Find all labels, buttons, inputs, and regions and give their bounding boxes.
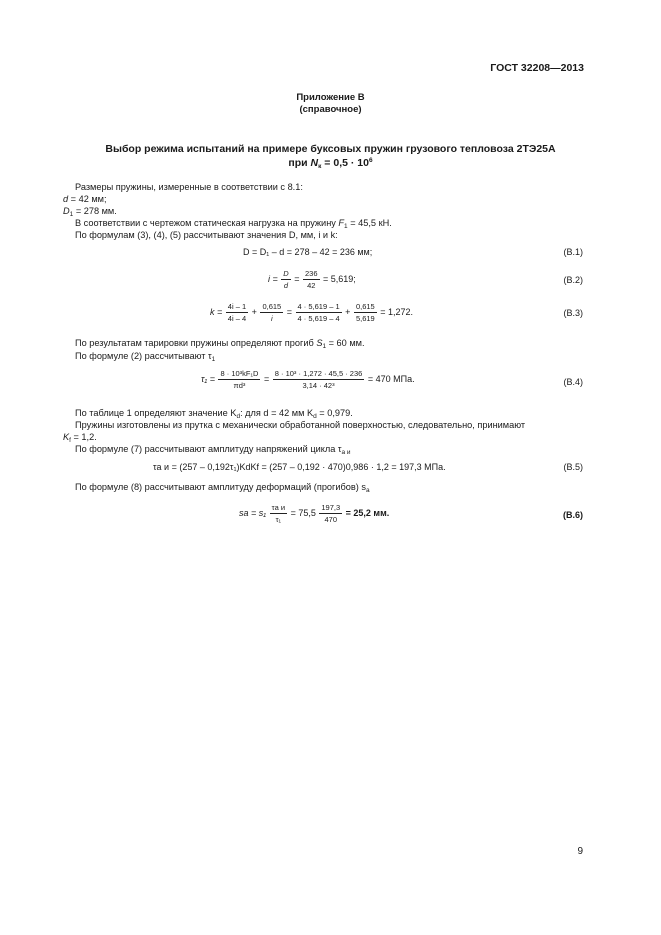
paragraph-static-load: В соответствии с чертежом статическая нагрузка на пружину $F_1 = 45,5$ кН. xyxy=(75,218,392,230)
equation-b2: i = $\frac{D}{d}$ = $\frac{236}{42}$ = 5,619; xyxy=(268,269,356,290)
paragraph-calibration: По результатам тарировки пружины определяют прогиб $S_1 = 60$ мм. xyxy=(75,338,365,350)
page-number: 9 xyxy=(577,846,583,857)
paragraph-table-1: По таблице 1 определяют значение $K_d$: для d = 42 мм $K_d = 0,979$. xyxy=(75,408,353,420)
equation-number-b1: (В.1) xyxy=(563,247,583,257)
paragraph-formulas-3-5: По формулам (3), (4), (5) рассчитывают значения D, мм, i и k: xyxy=(75,230,338,240)
appendix-subtitle: (справочное) xyxy=(299,104,362,115)
equation-b5: τа и = (257 – 0,192τ₁)KdKf = (257 – 0,192 · 470)0,986 · 1,2 = 197,3 МПа. xyxy=(153,462,446,472)
equation-b1: D = D₁ – d = 278 – 42 = 236 мм; xyxy=(243,247,373,257)
equation-number-b2: (В.2) xyxy=(563,275,583,285)
equation-b4: τ₁ = $\frac{\text{8 · 10³kF₁D}}{\text{πd³}}$ = $\frac{\text{8 · 10³ · 1,272 · 45,5 · 236}}{\text{3,14 · 42³}}$ = 470 МПа. xyxy=(201,369,415,390)
paragraph-outer-diameter: $D_1 = 278$ мм. xyxy=(63,206,117,218)
paragraph-surface: Пружины изготовлены из прутка с механически обработанной поверхностью, следовательно, принимают xyxy=(75,420,526,430)
equation-b6: sа = s₁ $\frac{\text{τа и}}{\text{τ₁}}$ = 75,5 $\frac{197,3}{470}$ = 25,2 мм. xyxy=(239,503,390,524)
equation-number-b4: (В.4) xyxy=(563,377,583,387)
paragraph-wire-diameter: d = 42 мм; xyxy=(63,194,107,204)
paragraph-formula-8: По формуле (8) рассчитывают амплитуду деформаций (прогибов) $s_а$ xyxy=(75,482,370,494)
standard-code: ГОСТ 32208—2013 xyxy=(490,62,584,74)
equation-number-b6: (В.6) xyxy=(563,510,583,520)
paragraph-formula-7: По формуле (7) рассчитывают амплитуду напряжений цикла $\tau_{а и}$ xyxy=(75,444,351,456)
paragraph-kf: $K_f = 1,2$. xyxy=(63,432,97,444)
equation-number-b5: (В.5) xyxy=(563,462,583,472)
section-heading-line2: при $N_к = 0,5 \cdot 10^6$ xyxy=(288,157,373,170)
equation-b3: k = $\frac{4i - 1}{4i - 4}$ + $\frac{0,615}{i}$ = $\frac{4 \cdot 5,619 - 1}{4 \cdot 5,619 - 4}$ + $\frac{0,615}{5,619}$ = 1,272. xyxy=(210,302,414,323)
equation-number-b3: (В.3) xyxy=(563,308,583,318)
appendix-title: Приложение В xyxy=(296,92,365,103)
paragraph-formula-2: По формуле (2) рассчитывают $\tau_1$ xyxy=(75,351,216,363)
section-heading-line1: Выбор режима испытаний на примере буксовых пружин грузового тепловоза 2ТЭ25А xyxy=(105,143,556,155)
paragraph-dimensions: Размеры пружины, измеренные в соответствии с 8.1: xyxy=(75,182,303,192)
